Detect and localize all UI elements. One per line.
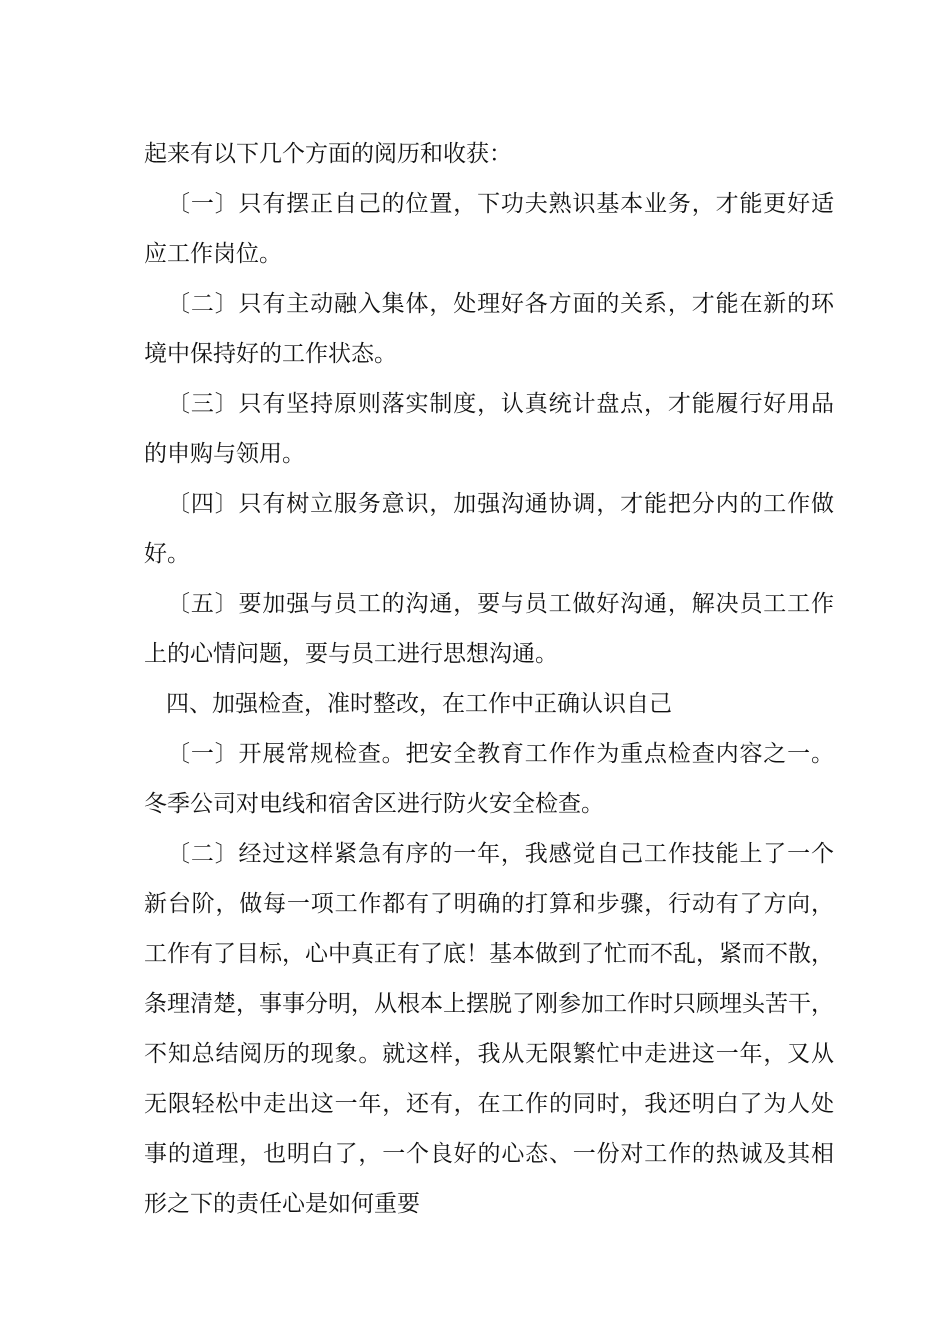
text-line: 无限轻松中走出这一年，还有，在工作的同时，我还明白了为人处 [144,1091,834,1117]
text-line: 冬季公司对电线和宿舍区进行防火安全检查。 [144,791,604,817]
text-line: 事的道理，也明白了，一个良好的心态、一份对工作的热诚及其相 [144,1141,834,1167]
text-line: 境中保持好的工作状态。 [144,341,397,367]
text-line: 〔一〕开展常规检查。把安全教育工作作为重点检查内容之一。 [167,741,834,767]
text-line: 形之下的责任心是如何重要 [144,1191,420,1217]
text-line: 的申购与领用。 [144,441,305,467]
text-line: 新台阶，做每一项工作都有了明确的打算和步骤，行动有了方向， [144,891,834,917]
text-line: 〔二〕只有主动融入集体，处理好各方面的关系，才能在新的环 [167,291,834,317]
text-line: 条理清楚，事事分明，从根本上摆脱了刚参加工作时只顾埋头苦干， [144,991,834,1017]
text-line: 〔四〕只有树立服务意识，加强沟通协调，才能把分内的工作做 [167,491,834,517]
text-line: 〔三〕只有坚持原则落实制度，认真统计盘点，才能履行好用品 [167,391,834,417]
text-line: 〔一〕只有摆正自己的位置，下功夫熟识基本业务，才能更好适 [167,191,834,217]
document-body [144,129,834,1229]
text-line: 上的心情问题，要与员工进行思想沟通。 [144,641,558,667]
section-heading: 四、加强检查，准时整改，在工作中正确认识自己 [166,691,672,717]
text-line: 好。 [144,541,190,567]
text-line: 〔五〕要加强与员工的沟通，要与员工做好沟通，解决员工工作 [167,591,834,617]
text-line: 起来有以下几个方面的阅历和收获： [144,141,512,167]
text-line: 不知总结阅历的现象。就这样，我从无限繁忙中走进这一年，又从 [144,1041,834,1067]
text-line: 工作有了目标，心中真正有了底！基本做到了忙而不乱，紧而不散， [144,941,834,967]
text-line: 〔二〕经过这样紧急有序的一年，我感觉自己工作技能上了一个 [167,841,834,867]
text-line: 应工作岗位。 [144,241,282,267]
